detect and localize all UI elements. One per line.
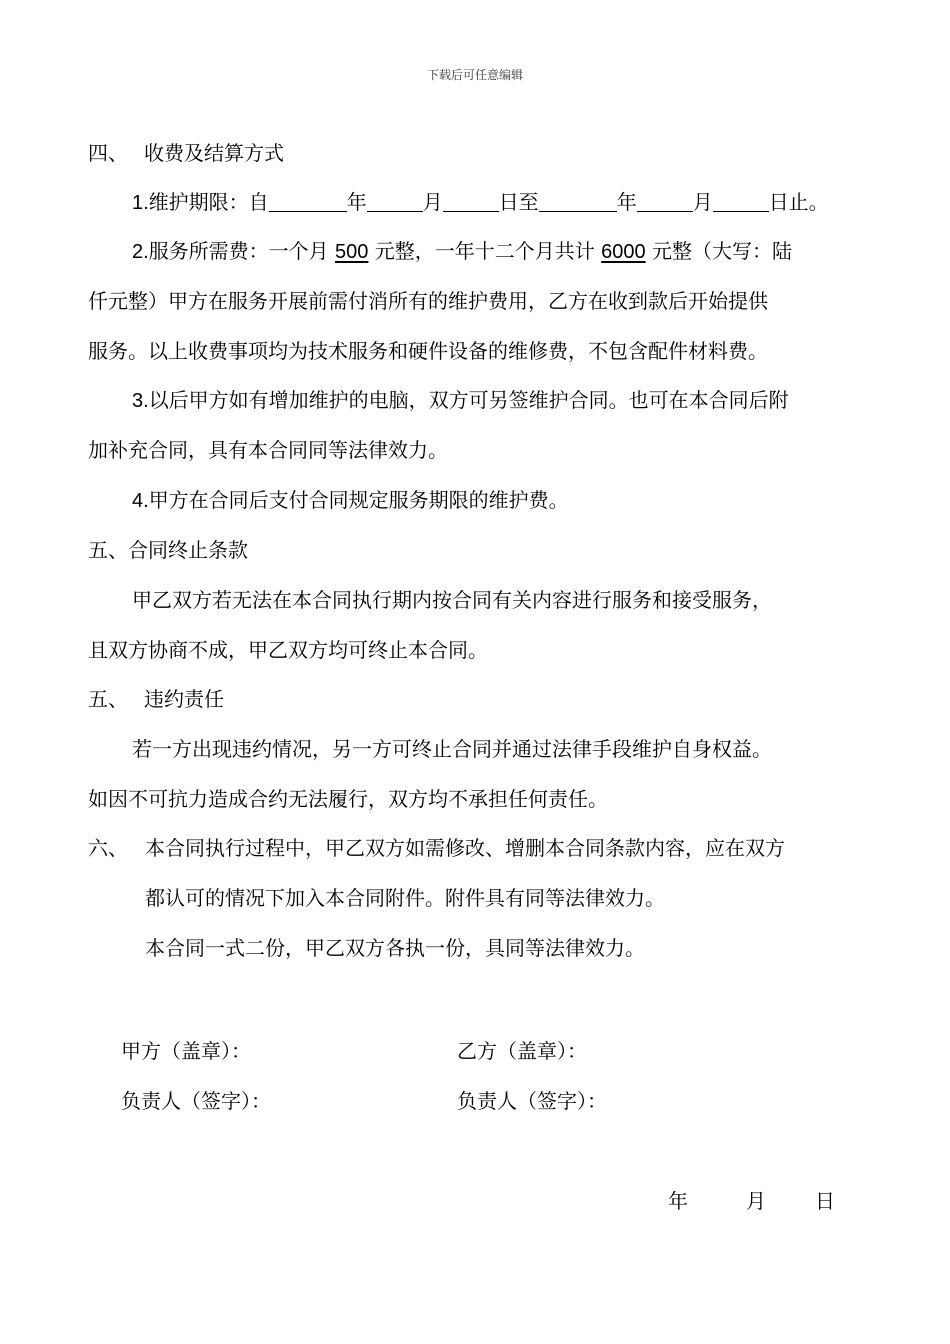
section-5-liability-number: 五、 xyxy=(88,687,128,711)
item-2-fee-line1 xyxy=(132,238,792,265)
item-2-text-a: 服务所需费：一个月 xyxy=(148,239,329,263)
item-2-fee-line2: 仟元整）甲方在服务开展前需付消所有的维护费用，乙方在收到款后开始提供 xyxy=(88,289,768,313)
date-year: 年 xyxy=(668,1189,688,1213)
section-5-liability-heading xyxy=(88,686,224,712)
section-4-number: 四、 xyxy=(88,141,128,165)
section-5-termination-line1: 甲乙双方若无法在本合同执行期内按合同有关内容进行服务和接受服务， xyxy=(132,588,772,612)
section-6-number: 六、 xyxy=(88,836,128,860)
section-5-termination-line2: 且双方协商不成，甲乙双方均可终止本合同。 xyxy=(88,638,488,662)
item-1-prefix: 1. xyxy=(132,192,149,214)
item-2-fee-line3: 服务。以上收费事项均为技术服务和硬件设备的维修费，不包含配件材料费。 xyxy=(88,339,768,363)
section-4-title: 收费及结算方式 xyxy=(144,141,284,165)
section-4-heading xyxy=(88,140,284,166)
start-month-label: 月 xyxy=(422,190,443,214)
start-year-blank xyxy=(269,191,347,212)
monthly-fee: 500 xyxy=(335,241,369,263)
item-4-prefix: 4. xyxy=(132,490,149,512)
item-2-prefix: 2. xyxy=(132,241,149,263)
header-note: 下载后可任意编辑 xyxy=(426,68,523,82)
yearly-fee: 6000 xyxy=(601,241,646,263)
party-b-seal: 乙方（盖章）： xyxy=(457,1039,587,1063)
end-year-label: 年 xyxy=(616,190,637,214)
section-5-liability-line2: 如因不可抗力造成合约无法履行，双方均不承担任何责任。 xyxy=(88,787,608,811)
item-1-term xyxy=(132,189,829,216)
start-month-blank xyxy=(367,191,423,212)
section-5-liability-line1: 若一方出现违约情况，另一方可终止合同并通过法律手段维护自身权益。 xyxy=(132,737,772,761)
item-2-text-b: 元整，一年十二个月共计 xyxy=(374,239,595,263)
item-3-prefix: 3. xyxy=(132,390,149,412)
party-a-seal: 甲方（盖章）： xyxy=(121,1039,251,1063)
item-4-text: 甲方在合同后支付合同规定服务期限的维护费。 xyxy=(148,488,569,512)
party-b-signature: 负责人（签字）： xyxy=(457,1089,607,1113)
date-day: 日 xyxy=(815,1189,835,1213)
item-3-line1 xyxy=(132,387,789,414)
end-day-blank xyxy=(713,191,769,212)
section-6-line1: 本合同执行过程中，甲乙双方如需修改、增删本合同条款内容，应在双方 xyxy=(145,836,785,860)
item-3-line2: 加补充合同，具有本合同同等法律效力。 xyxy=(88,438,448,462)
end-month-blank xyxy=(637,191,693,212)
end-year-blank xyxy=(539,191,617,212)
item-3-text: 以后甲方如有增加维护的电脑，双方可另签维护合同。也可在本合同后附 xyxy=(148,388,789,412)
section-6-line3: 本合同一式二份，甲乙双方各执一份，具同等法律效力。 xyxy=(145,936,645,960)
section-5-termination-heading: 五、合同终止条款 xyxy=(88,538,248,562)
party-a-signature: 负责人（签字）： xyxy=(121,1089,271,1113)
start-year-label: 年 xyxy=(346,190,367,214)
item-1-label: 维护期限：自 xyxy=(148,190,269,214)
item-4-line xyxy=(132,487,569,514)
section-6-line2: 都认可的情况下加入本合同附件。附件具有同等法律效力。 xyxy=(145,886,665,910)
start-day-blank xyxy=(443,191,499,212)
item-2-text-c: 元整（大写：陆 xyxy=(652,239,792,263)
end-day-label: 日止。 xyxy=(768,190,829,214)
date-month: 月 xyxy=(746,1189,766,1213)
section-5-liability-title: 违约责任 xyxy=(144,687,224,711)
end-month-label: 月 xyxy=(692,190,713,214)
start-day-label: 日至 xyxy=(498,190,539,214)
